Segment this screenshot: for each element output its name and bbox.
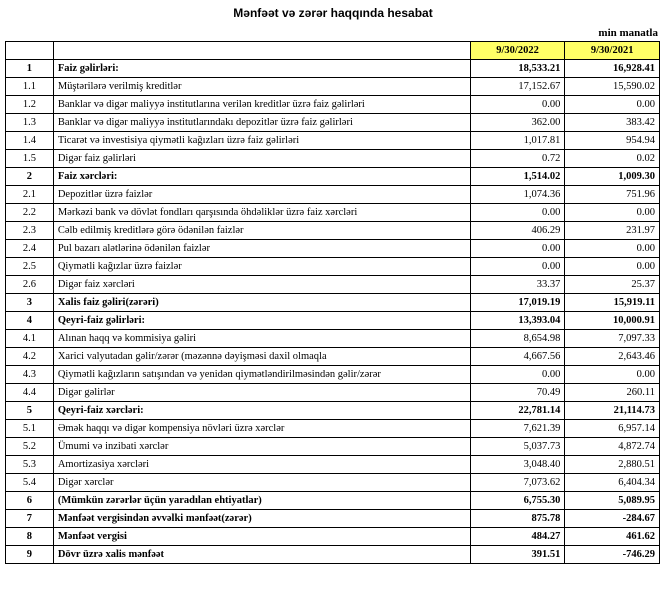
row-value-2022: 484.27 [470,528,565,546]
row-label: Cəlb edilmiş kreditlərə görə ödənilən faizlər [53,222,470,240]
row-value-2021: 231.97 [565,222,660,240]
table-row [6,294,660,312]
row-value-2021: 5,089.95 [565,492,660,510]
row-value-2022: 7,621.39 [470,420,565,438]
row-value-2022: 70.49 [470,384,565,402]
report-table-body [6,42,660,564]
table-row [6,456,660,474]
row-value-2021: 2,643.46 [565,348,660,366]
row-value-2021: 0.02 [565,150,660,168]
table-row [6,402,660,420]
row-number: 2.6 [6,276,54,294]
row-value-2021: 25.37 [565,276,660,294]
row-label: (Mümkün zərərlər üçün yaradılan ehtiyatlar) [53,492,470,510]
row-value-2021: 260.11 [565,384,660,402]
row-number: 4.3 [6,366,54,384]
header-row [6,42,660,60]
row-value-2021: 16,928.41 [565,60,660,78]
row-value-2022: 17,152.67 [470,78,565,96]
table-row [6,132,660,150]
row-value-2022: 22,781.14 [470,402,565,420]
row-label: Mənfəət vergisi [53,528,470,546]
row-label: Amortizasiya xərcləri [53,456,470,474]
table-row [6,168,660,186]
row-label: Ümumi və inzibati xərclər [53,438,470,456]
row-number: 5.3 [6,456,54,474]
row-value-2022: 875.78 [470,510,565,528]
row-label: Depozitlər üzrə faizlər [53,186,470,204]
table-row [6,240,660,258]
row-value-2022: 5,037.73 [470,438,565,456]
table-row [6,78,660,96]
table-row [6,348,660,366]
row-number: 2 [6,168,54,186]
table-row [6,114,660,132]
row-label: Digər xərclər [53,474,470,492]
row-value-2022: 0.72 [470,150,565,168]
table-row [6,528,660,546]
row-value-2022: 6,755.30 [470,492,565,510]
row-value-2022: 391.51 [470,546,565,564]
row-value-2022: 7,073.62 [470,474,565,492]
row-value-2021: 10,000.91 [565,312,660,330]
row-number: 4.2 [6,348,54,366]
row-number: 1 [6,60,54,78]
row-label: Banklar və digər maliyyə institutlarındakı depozitlər üzrə faiz gəlirləri [53,114,470,132]
row-label: Xarici valyutadan gəlir/zərər (məzənnə dəyişməsi daxil olmaqla [53,348,470,366]
table-row [6,546,660,564]
row-number: 1.3 [6,114,54,132]
row-value-2021: 4,872.74 [565,438,660,456]
row-label: Əmək haqqı və digər kompensiya növləri üzrə xərclər [53,420,470,438]
row-label: Alınan haqq və kommisiya gəliri [53,330,470,348]
row-value-2022: 0.00 [470,366,565,384]
row-label: Digər faiz gəlirləri [53,150,470,168]
row-value-2022: 1,017.81 [470,132,565,150]
row-label: Digər faiz xərcləri [53,276,470,294]
row-number: 2.2 [6,204,54,222]
row-value-2021: 461.62 [565,528,660,546]
row-label: Ticarət və investisiya qiymətli kağızları üzrə faiz gəlirləri [53,132,470,150]
row-number: 3 [6,294,54,312]
report-title: Mənfəət və zərər haqqında hesabat [233,6,433,20]
table-row [6,384,660,402]
row-value-2021: 0.00 [565,96,660,114]
row-value-2021: 21,114.73 [565,402,660,420]
table-row [6,420,660,438]
row-label: Pul bazarı alətlərinə ödənilən faizlər [53,240,470,258]
row-value-2022: 18,533.21 [470,60,565,78]
row-number: 1.5 [6,150,54,168]
column-header-2022: 9/30/2022 [470,42,565,60]
row-value-2022: 4,667.56 [470,348,565,366]
row-value-2022: 0.00 [470,240,565,258]
table-row [6,438,660,456]
row-number: 1.4 [6,132,54,150]
row-value-2022: 0.00 [470,258,565,276]
row-value-2021: 383.42 [565,114,660,132]
row-value-2022: 3,048.40 [470,456,565,474]
row-value-2021: 6,404.34 [565,474,660,492]
header-empty-desc [53,42,470,60]
row-value-2022: 8,654.98 [470,330,565,348]
row-number: 2.3 [6,222,54,240]
row-label: Digər gəlirlər [53,384,470,402]
row-label: Banklar və digər maliyyə institutlarına verilən kreditlər üzrə faiz gəlirləri [53,96,470,114]
table-row [6,258,660,276]
table-row [6,150,660,168]
row-number: 7 [6,510,54,528]
row-label: Qiymətli kağızlar üzrə faizlər [53,258,470,276]
row-value-2022: 362.00 [470,114,565,132]
table-row [6,96,660,114]
row-value-2021: 1,009.30 [565,168,660,186]
header-empty-no [6,42,54,60]
row-label: Qeyri-faiz xərcləri: [53,402,470,420]
table-row [6,312,660,330]
table-row [6,474,660,492]
row-number: 9 [6,546,54,564]
row-value-2021: 2,880.51 [565,456,660,474]
unit-label: min manatla [598,27,658,39]
row-value-2022: 1,514.02 [470,168,565,186]
row-label: Faiz xərcləri: [53,168,470,186]
row-value-2022: 13,393.04 [470,312,565,330]
table-row [6,366,660,384]
row-value-2021: 751.96 [565,186,660,204]
row-number: 4.4 [6,384,54,402]
row-value-2021: 0.00 [565,258,660,276]
row-value-2021: 15,919.11 [565,294,660,312]
row-number: 6 [6,492,54,510]
row-number: 2.5 [6,258,54,276]
row-number: 5.1 [6,420,54,438]
row-value-2021: 6,957.14 [565,420,660,438]
table-row [6,60,660,78]
row-value-2021: 0.00 [565,366,660,384]
row-number: 5.2 [6,438,54,456]
row-label: Qiymətli kağızların satışından və yenidən qiymətləndirilməsindən gəlir/zərər [53,366,470,384]
row-value-2022: 0.00 [470,96,565,114]
row-value-2021: 954.94 [565,132,660,150]
report-table [5,41,660,564]
row-value-2021: 0.00 [565,204,660,222]
row-value-2021: -284.67 [565,510,660,528]
row-value-2022: 0.00 [470,204,565,222]
table-row [6,330,660,348]
row-label: Qeyri-faiz gəlirləri: [53,312,470,330]
row-value-2021: 15,590.02 [565,78,660,96]
row-number: 5 [6,402,54,420]
row-value-2021: -746.29 [565,546,660,564]
table-row [6,222,660,240]
row-label: Dövr üzrə xalis mənfəət [53,546,470,564]
row-value-2021: 0.00 [565,240,660,258]
table-row [6,492,660,510]
row-value-2022: 1,074.36 [470,186,565,204]
row-label: Mənfəət vergisindən əvvəlki mənfəət(zərər) [53,510,470,528]
row-value-2022: 17,019.19 [470,294,565,312]
row-number: 1.2 [6,96,54,114]
row-label: Xalis faiz gəliri(zərəri) [53,294,470,312]
row-number: 2.1 [6,186,54,204]
table-row [6,204,660,222]
table-row [6,186,660,204]
row-value-2022: 406.29 [470,222,565,240]
row-label: Mərkəzi bank və dövlət fondları qarşısında öhdəliklər üzrə faiz xərcləri [53,204,470,222]
row-value-2022: 33.37 [470,276,565,294]
row-number: 8 [6,528,54,546]
row-number: 5.4 [6,474,54,492]
row-value-2021: 7,097.33 [565,330,660,348]
row-number: 2.4 [6,240,54,258]
column-header-2021: 9/30/2021 [565,42,660,60]
row-label: Müştərilərə verilmiş kreditlər [53,78,470,96]
row-number: 4 [6,312,54,330]
row-number: 4.1 [6,330,54,348]
table-row [6,276,660,294]
row-number: 1.1 [6,78,54,96]
table-row [6,510,660,528]
row-label: Faiz gəlirləri: [53,60,470,78]
